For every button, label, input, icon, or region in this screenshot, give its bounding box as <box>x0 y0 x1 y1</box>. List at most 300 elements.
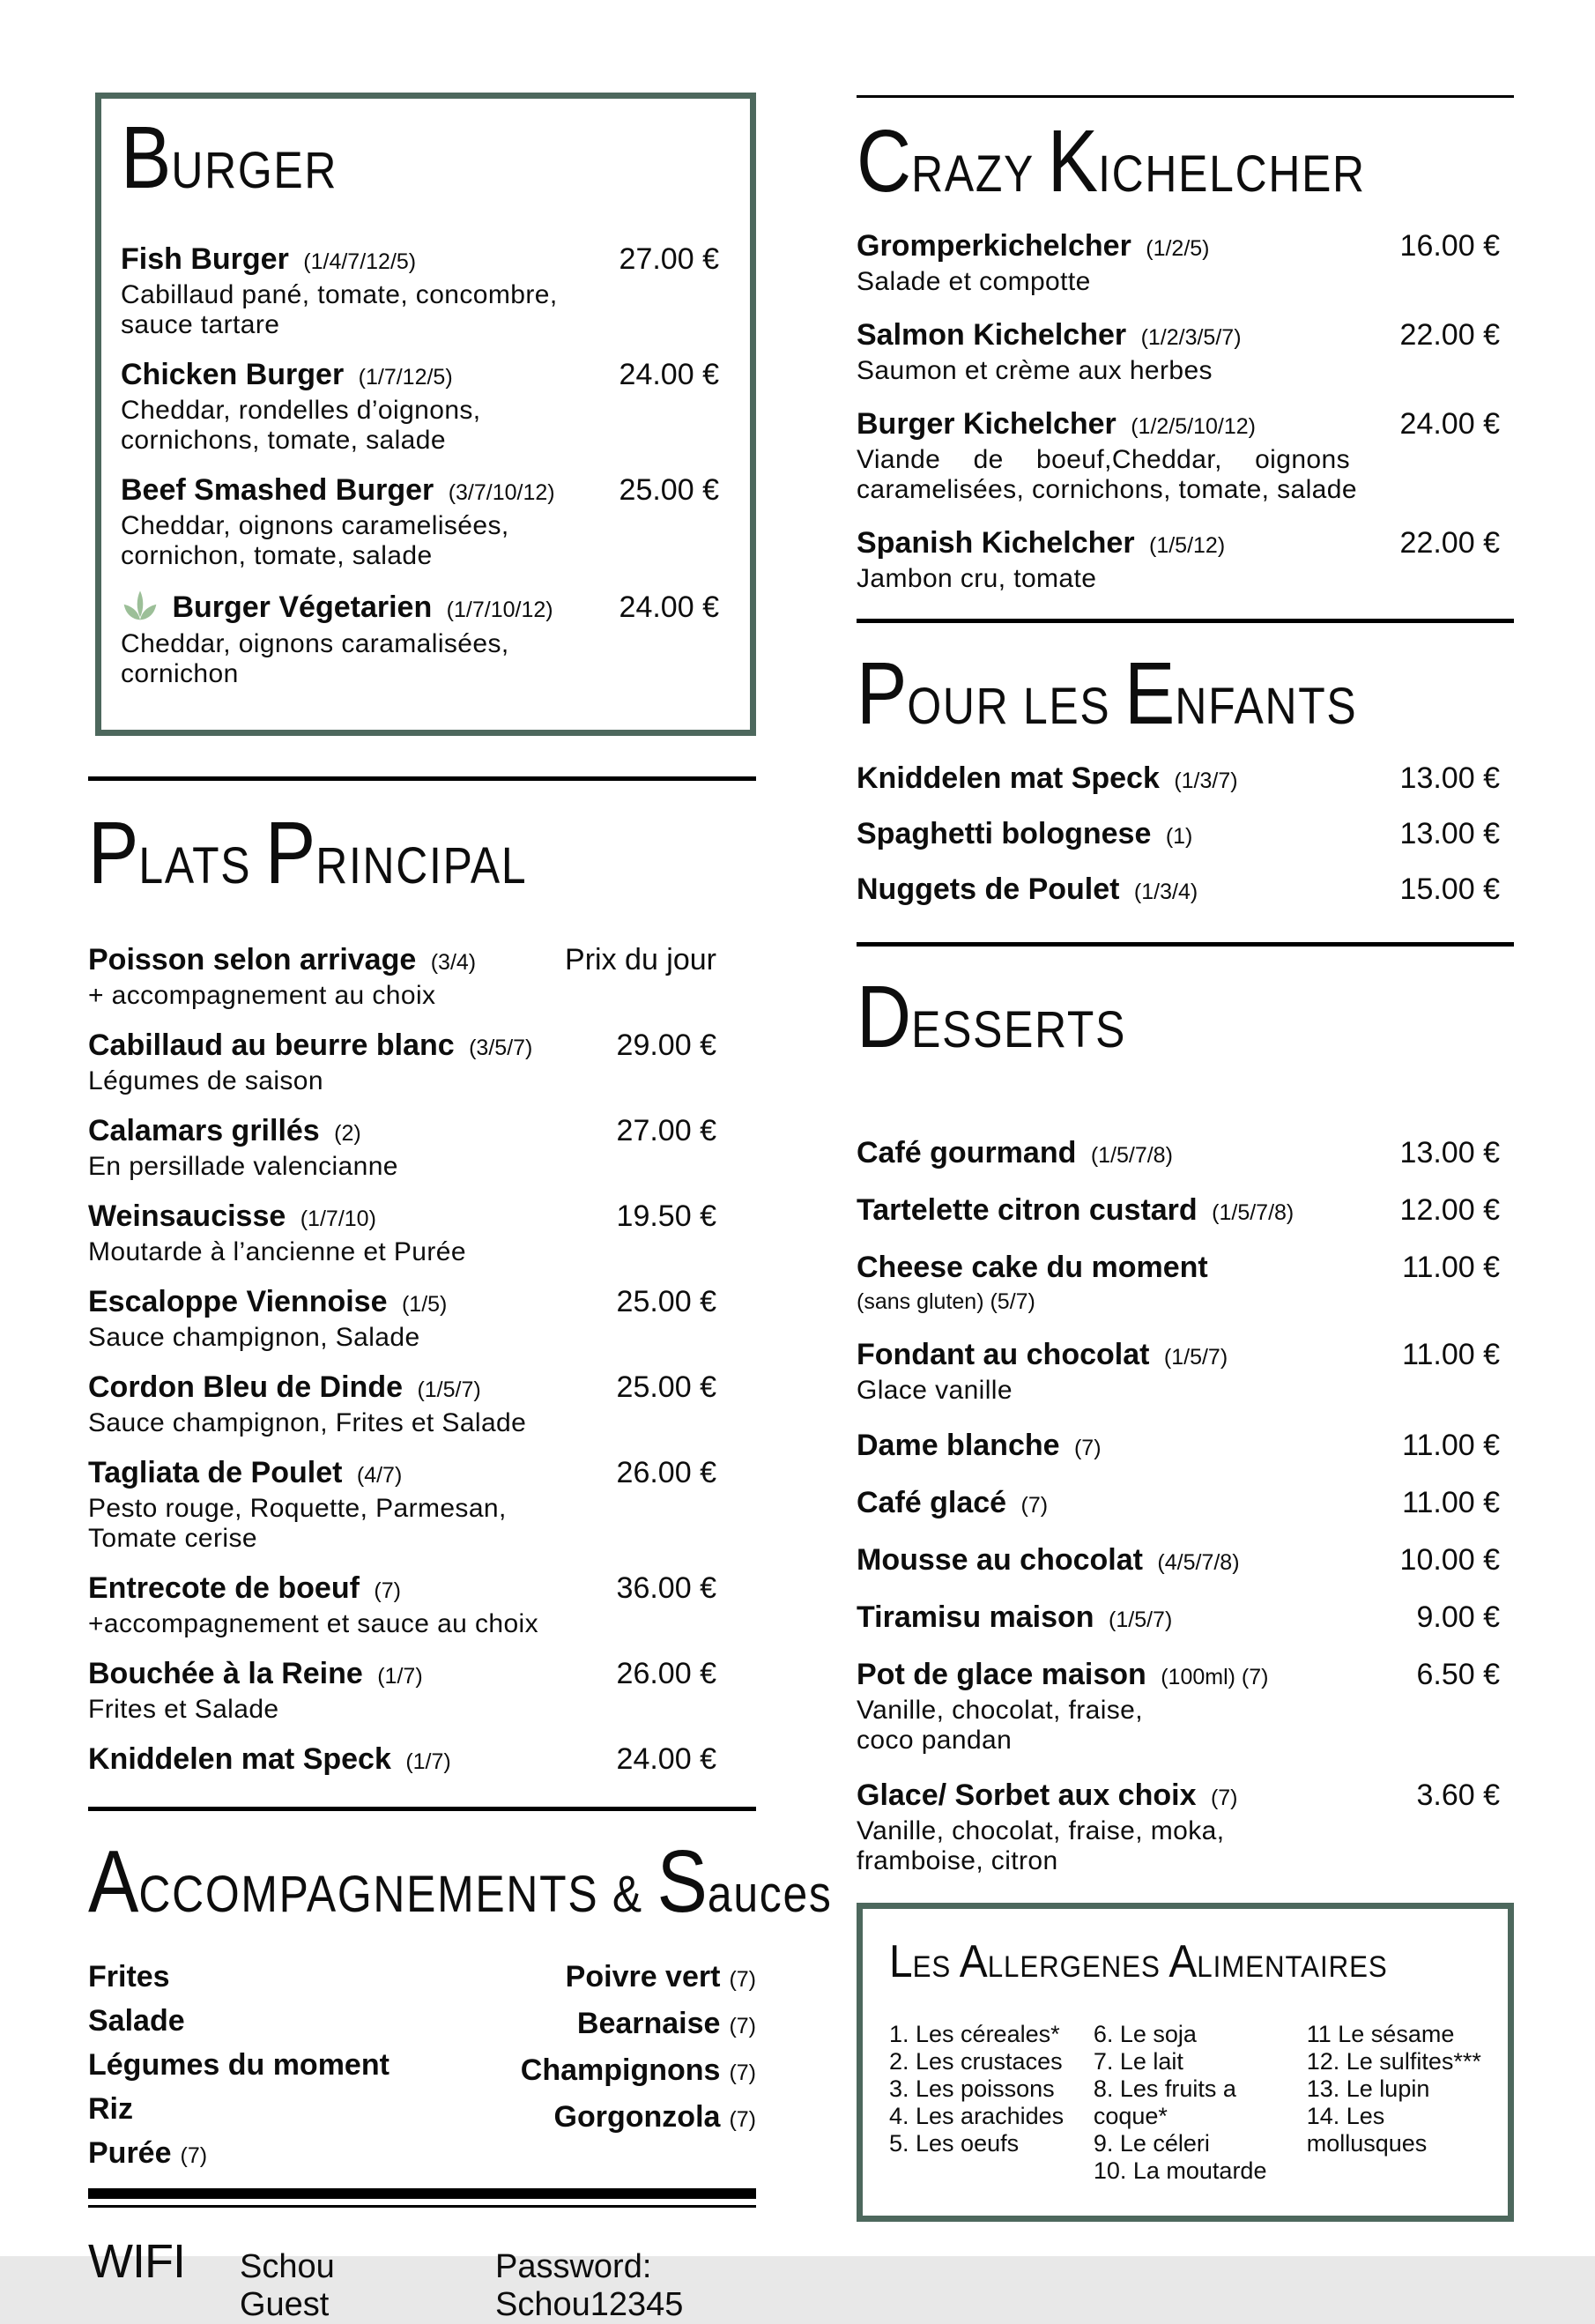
separator-bar <box>88 2188 756 2199</box>
item-price: 11.00 € <box>1402 1429 1500 1462</box>
title-text: ESSERTS <box>911 1001 1127 1058</box>
item-price: 27.00 € <box>619 242 719 276</box>
separator-line <box>88 1807 756 1811</box>
item-title <box>857 526 1383 561</box>
item-allergen-code: (1/2/3/5/7) <box>1140 325 1242 350</box>
item-name-text: Poisson selon arrivage <box>88 943 417 976</box>
item-price: 25.00 € <box>619 473 719 507</box>
item-desc <box>857 1376 1514 1406</box>
title-text: LIMENTAIRES <box>1197 1950 1388 1984</box>
item-row <box>121 242 719 277</box>
item-allergen-code: (1/7/10) <box>300 1207 376 1231</box>
item-row <box>857 1600 1514 1635</box>
plats-section-title <box>88 804 663 921</box>
item-description-line: cornichon <box>121 659 239 688</box>
item-title <box>88 1456 599 1490</box>
side-item <box>88 2089 389 2129</box>
side-item-name: Bearnaise <box>576 2007 721 2040</box>
item-description-line: cornichons, tomate, salade <box>121 426 446 455</box>
menu-item <box>857 407 1514 505</box>
menu-item <box>857 817 1514 851</box>
item-desc <box>857 356 1514 386</box>
item-allergen-code: (1/7) <box>377 1664 423 1689</box>
item-allergen-code: (3/7/10/12) <box>448 480 555 505</box>
item-description-line: Vanille, chocolat, fraise, <box>857 1696 1144 1725</box>
item-name-text: Nuggets de Poulet <box>857 872 1120 906</box>
item-description-line: Saumon et crème aux herbes <box>857 356 1213 385</box>
item-allergen-code: (1/7/12/5) <box>358 365 453 390</box>
allergens-column-1 <box>889 2021 1094 2185</box>
item-allergen-code: (7) <box>729 2060 756 2085</box>
item-price: 24.00 € <box>619 358 719 391</box>
item-allergen-code: (7) <box>729 2107 756 2132</box>
item-title <box>857 1778 1398 1813</box>
wifi-network-name: Schou Guest <box>239 2248 335 2323</box>
section-plats-principal <box>88 804 756 1777</box>
enfants-section-title <box>857 644 1422 761</box>
title-text: RINCIPAL <box>315 837 528 895</box>
item-price: 13.00 € <box>1399 1136 1500 1169</box>
item-allergen-code: (1/5/7) <box>1163 1345 1228 1370</box>
allergen-entry: 10. La moutarde <box>1093 2157 1267 2184</box>
allergen-entry: 1. Les céreales* <box>889 2021 1060 2047</box>
allergen-entry: 13. Le lupin <box>1306 2075 1430 2102</box>
item-title <box>857 1543 1383 1578</box>
item-row <box>88 1657 756 1691</box>
item-desc <box>88 1695 756 1725</box>
item-title <box>857 1658 1398 1692</box>
item-desc <box>121 280 719 340</box>
title-text: CCOMPAGNEMENTS & <box>138 1866 657 1923</box>
item-name-text: Beef Smashed Burger <box>121 473 434 507</box>
separator-line <box>88 776 756 781</box>
item-title <box>88 1028 599 1063</box>
allergen-entry: 2. Les crustaces <box>889 2048 1063 2075</box>
title-text: URGER <box>171 142 338 199</box>
title-initial-letter: A <box>88 1832 139 1931</box>
allergen-entry: 6. Le soja <box>1093 2021 1197 2047</box>
item-row <box>88 1114 756 1148</box>
item-name-text: Cheese cake du moment <box>857 1251 1208 1284</box>
item-allergen-code: (7) <box>374 1578 401 1603</box>
title-text: RAZY <box>911 145 1048 203</box>
item-allergen-code: (7) <box>1210 1786 1238 1810</box>
menu-item <box>857 1136 1514 1170</box>
item-title <box>121 358 602 392</box>
item-description-line: +accompagnement et sauce au choix <box>88 1609 539 1638</box>
item-allergen-code: (1/5/7/8) <box>1090 1143 1173 1168</box>
side-item <box>521 2050 756 2093</box>
accompagnements-section-title <box>88 1832 833 1949</box>
item-title <box>88 1657 599 1691</box>
item-description-line: Sauce champignon, Frites et Salade <box>88 1408 527 1437</box>
item-name-text: Burger Végetarien <box>172 590 433 624</box>
item-name-text: Bouchée à la Reine <box>88 1657 363 1690</box>
item-row <box>857 1193 1514 1228</box>
item-allergen-code: (3/5/7) <box>469 1036 533 1060</box>
item-price: 11.00 € <box>1402 1486 1500 1519</box>
separator-line <box>857 942 1514 947</box>
item-name-text: Kniddelen mat Speck <box>88 1742 391 1776</box>
desserts-section-title <box>857 968 1422 1085</box>
item-name-text: Kniddelen mat Speck <box>857 761 1160 795</box>
allergens-columns <box>889 2021 1481 2185</box>
item-description-line: Salade et compotte <box>857 267 1091 296</box>
section-burger <box>95 93 756 736</box>
item-allergen-code: (7) <box>729 1967 756 1992</box>
side-item-name: Riz <box>88 2092 133 2126</box>
item-row <box>857 1251 1514 1285</box>
item-allergen-code: (1) <box>1165 824 1193 849</box>
menu-item <box>88 1742 756 1777</box>
item-name-text: Tartelette citron custard <box>857 1193 1198 1227</box>
item-desc <box>857 445 1514 505</box>
title-initial-letter: P <box>88 804 139 902</box>
item-allergen-code: (1/4/7/12/5) <box>303 249 417 274</box>
side-item <box>521 1956 756 2000</box>
item-allergen-code: (3/4) <box>430 950 477 975</box>
item-description-line: caramelisées, cornichons, tomate, salade <box>857 475 1357 504</box>
item-price: 10.00 € <box>1399 1543 1500 1577</box>
item-price: 24.00 € <box>1399 407 1500 441</box>
menu-item <box>88 1657 756 1725</box>
allergen-entry: 5. Les oeufs <box>889 2130 1020 2157</box>
item-row <box>88 1028 756 1063</box>
item-title <box>857 761 1383 796</box>
item-title <box>88 1285 599 1319</box>
item-allergen-code: (1/2/5) <box>1146 236 1210 261</box>
item-name-text: Spanish Kichelcher <box>857 526 1135 560</box>
item-allergen-code: (1/7/10/12) <box>446 598 553 622</box>
item-price: 29.00 € <box>616 1028 716 1062</box>
title-text: OUR LES <box>907 678 1124 735</box>
side-item <box>88 2045 389 2085</box>
title-initial-letter: S <box>657 1832 708 1931</box>
item-allergen-code: (1/3/7) <box>1174 768 1238 793</box>
item-price: 6.50 € <box>1416 1658 1500 1691</box>
plats-items <box>88 943 756 1777</box>
item-name-text: Tagliata de Poulet <box>88 1456 343 1489</box>
item-description-line: Jambon cru, tomate <box>857 564 1097 593</box>
item-title <box>857 1338 1384 1372</box>
item-price: 26.00 € <box>616 1456 716 1489</box>
item-price: 25.00 € <box>616 1285 716 1318</box>
allergen-entry: 7. Le lait <box>1093 2048 1183 2075</box>
item-row <box>121 358 719 392</box>
item-title <box>88 943 547 977</box>
item-allergen-code: (4/5/7/8) <box>1157 1550 1240 1575</box>
item-row <box>857 1543 1514 1578</box>
item-desc <box>88 1323 756 1353</box>
item-desc <box>857 1696 1514 1756</box>
item-allergen-code: (1/5/7) <box>417 1377 481 1402</box>
item-desc <box>857 1816 1514 1876</box>
allergens-column-3 <box>1307 2021 1481 2185</box>
item-desc <box>88 1237 756 1267</box>
menu-item <box>857 1658 1514 1756</box>
title-initial-letter: L <box>889 1936 913 1987</box>
item-row <box>857 318 1514 353</box>
menu-item <box>857 1338 1514 1406</box>
item-title <box>88 1114 599 1148</box>
side-item-name: Salade <box>88 2004 185 2038</box>
menu-item <box>857 526 1514 594</box>
item-title <box>121 242 602 277</box>
item-description-line: coco pandan <box>857 1726 1013 1755</box>
allergen-entry: 3. Les poissons <box>889 2075 1055 2102</box>
item-row <box>121 589 719 626</box>
item-row <box>857 407 1514 442</box>
item-description-line: Cabillaud pané, tomate, concombre, <box>121 280 558 309</box>
vegetarian-leaf-icon <box>121 589 160 626</box>
title-initial-letter: P <box>264 804 316 902</box>
item-row <box>857 1338 1514 1372</box>
item-price: 26.00 € <box>616 1657 716 1690</box>
title-text: LLERGENES <box>987 1950 1169 1984</box>
section-desserts <box>857 968 1514 1876</box>
item-price: 24.00 € <box>619 590 719 624</box>
item-row <box>88 1199 756 1234</box>
item-desc <box>88 1494 756 1554</box>
item-description-line: framboise, citron <box>857 1846 1058 1875</box>
menu-item <box>88 1114 756 1182</box>
item-description-line: Légumes de saison <box>88 1066 323 1095</box>
title-initial-letter: P <box>857 644 908 743</box>
item-price: Prix du jour <box>565 943 716 976</box>
item-description-line: En persillade valencianne <box>88 1152 398 1181</box>
menu-item <box>857 1193 1514 1228</box>
title-text: auces <box>707 1866 833 1923</box>
item-desc <box>857 267 1514 297</box>
enfants-items <box>857 761 1514 907</box>
item-desc <box>121 511 719 571</box>
item-name-text: Weinsaucisse <box>88 1199 286 1233</box>
item-row <box>857 817 1514 851</box>
item-name-text: Pot de glace maison <box>857 1658 1146 1691</box>
section-accompagnements <box>88 1832 833 2179</box>
item-title <box>857 407 1383 442</box>
item-name-text: Cabillaud au beurre blanc <box>88 1028 455 1062</box>
menu-item <box>857 1600 1514 1635</box>
item-row <box>88 1285 756 1319</box>
item-allergen-code: (7) <box>729 2014 756 2038</box>
item-row <box>857 1778 1514 1813</box>
item-title <box>88 1370 599 1405</box>
title-initial-letter: A <box>1168 1936 1198 1987</box>
item-description-line: Cheddar, oignons caramelisées, <box>121 511 509 540</box>
menu-item <box>88 1456 756 1554</box>
item-name-text: Chicken Burger <box>121 358 345 391</box>
menu-item <box>88 943 756 1011</box>
menu-item <box>88 1370 756 1438</box>
item-allergen-code: (1/5/7/8) <box>1212 1200 1295 1225</box>
item-allergen-code: (100ml) (7) <box>1161 1665 1269 1689</box>
allergen-entry: 12. Le sulfites*** <box>1306 2048 1481 2075</box>
item-row <box>857 1136 1514 1170</box>
item-desc <box>121 396 719 456</box>
burger-items <box>121 242 719 689</box>
item-desc <box>88 1152 756 1182</box>
item-description-line: Frites et Salade <box>88 1695 279 1724</box>
burger-section-title <box>121 108 635 223</box>
menu-item <box>121 242 719 340</box>
menu-item <box>857 318 1514 386</box>
menu-item <box>121 473 719 571</box>
item-desc <box>857 564 1514 594</box>
item-title <box>857 1136 1383 1170</box>
item-desc <box>88 1408 756 1438</box>
item-name-text: Fondant au chocolat <box>857 1338 1150 1371</box>
item-title <box>857 1193 1383 1228</box>
item-row <box>857 872 1514 907</box>
title-text: ICHELCHER <box>1098 145 1366 203</box>
title-initial-letter: K <box>1047 112 1099 211</box>
item-allergen-code: (7) <box>1020 1493 1049 1518</box>
item-price: 24.00 € <box>616 1742 716 1776</box>
item-description-line: Cheddar, rondelles d’oignons, <box>121 396 481 425</box>
side-item <box>88 2001 389 2041</box>
item-allergen-code: (1/7) <box>405 1749 451 1774</box>
side-item-name: Champignons <box>520 2053 721 2087</box>
item-price: 9.00 € <box>1416 1600 1500 1634</box>
item-price: 22.00 € <box>1399 526 1500 560</box>
menu-item <box>88 1028 756 1096</box>
item-name-text: Salmon Kichelcher <box>857 318 1127 352</box>
allergen-entry: 14. Les mollusques <box>1306 2103 1428 2157</box>
allergen-entry: 11 Le sésame <box>1306 2021 1455 2047</box>
side-item-name: Gorgonzola <box>553 2100 721 2134</box>
item-name-text: Spaghetti bolognese <box>857 817 1152 850</box>
item-price: 12.00 € <box>1399 1193 1500 1227</box>
menu-item <box>857 1486 1514 1520</box>
title-text: LATS <box>138 837 265 895</box>
allergen-entry: 4. Les arachides <box>889 2103 1065 2129</box>
item-description-line: Glace vanille <box>857 1376 1013 1405</box>
item-row <box>88 1571 756 1606</box>
left-column <box>88 93 833 2324</box>
item-name-text: Glace/ Sorbet aux choix <box>857 1778 1197 1812</box>
item-description-line: Sauce champignon, Salade <box>88 1323 420 1352</box>
item-allergen-code: (2) <box>334 1121 361 1146</box>
item-title <box>857 1251 1384 1285</box>
item-price: 15.00 € <box>1399 872 1500 906</box>
accompagnements-columns <box>88 1956 756 2179</box>
item-price: 3.60 € <box>1416 1778 1500 1812</box>
separator-line <box>88 2205 756 2208</box>
side-item-name: Frites <box>88 1960 170 1994</box>
item-allergen-code: (1/5) <box>401 1292 448 1317</box>
double-separator <box>88 2188 756 2208</box>
item-price: 22.00 € <box>1399 318 1500 352</box>
item-row <box>857 1486 1514 1520</box>
item-allergen-code: (1/5/12) <box>1149 533 1226 558</box>
side-item-name: Poivre vert <box>565 1960 721 1994</box>
item-desc <box>88 981 756 1011</box>
separator-line <box>857 95 1514 98</box>
item-price: 36.00 € <box>616 1571 716 1605</box>
allergen-entry: 9. Le céleri <box>1093 2130 1210 2157</box>
side-item <box>88 1956 389 1997</box>
allergens-column-2 <box>1094 2021 1307 2185</box>
item-row <box>121 473 719 508</box>
crazy-items <box>857 229 1514 594</box>
title-initial-letter: B <box>121 108 172 207</box>
item-row <box>857 526 1514 561</box>
menu-item <box>88 1571 756 1639</box>
item-title <box>857 872 1383 907</box>
wifi-label: WIFI <box>88 2235 185 2288</box>
crazy-section-title <box>857 112 1422 229</box>
item-allergen-code: (7) <box>1073 1436 1102 1460</box>
item-row <box>857 761 1514 796</box>
side-item-name: Purée <box>88 2136 172 2170</box>
item-title <box>857 1486 1384 1520</box>
item-row <box>88 1370 756 1405</box>
item-row <box>88 1456 756 1490</box>
desserts-items <box>857 1136 1514 1876</box>
title-text: ES <box>912 1950 960 1984</box>
section-crazy-kichelcher <box>857 112 1514 594</box>
item-description-line: Cheddar, oignons caramalisées, <box>121 629 509 658</box>
item-description-line: Moutarde à l’ancienne et Purée <box>88 1237 466 1266</box>
sauces-list <box>521 1956 756 2179</box>
menu-item <box>857 872 1514 907</box>
menu-item <box>857 1778 1514 1876</box>
menu-item <box>857 1429 1514 1463</box>
right-column <box>857 95 1514 2222</box>
item-desc <box>857 1288 1514 1315</box>
item-title <box>857 318 1383 353</box>
item-desc <box>88 1066 756 1096</box>
item-title <box>121 473 602 508</box>
item-price: 11.00 € <box>1402 1338 1500 1371</box>
item-name-text: Café glacé <box>857 1486 1007 1519</box>
item-name-text: Cordon Bleu de Dinde <box>88 1370 403 1404</box>
item-title <box>857 229 1383 264</box>
menu-item <box>857 1543 1514 1578</box>
menu-item <box>88 1199 756 1267</box>
item-price: 13.00 € <box>1399 761 1500 795</box>
item-note: (sans gluten) (5/7) <box>857 1289 1035 1314</box>
item-name-text: Entrecote de boeuf <box>88 1571 360 1605</box>
item-allergen-code: (4/7) <box>356 1463 403 1488</box>
item-price: 25.00 € <box>616 1370 716 1404</box>
item-price: 27.00 € <box>616 1114 716 1147</box>
menu-item <box>857 229 1514 297</box>
item-description-line: Tomate cerise <box>88 1524 257 1553</box>
side-item-name: Légumes du moment <box>88 2048 389 2082</box>
item-price: 19.50 € <box>616 1199 716 1233</box>
item-allergen-code: (1/5/7) <box>1109 1607 1173 1632</box>
item-title <box>121 589 602 626</box>
separator-line <box>857 619 1514 623</box>
sides-list <box>88 1956 389 2179</box>
item-description-line: Vanille, chocolat, fraise, moka, <box>857 1816 1225 1845</box>
item-title <box>857 1600 1398 1635</box>
allergens-title <box>889 1931 1434 2001</box>
item-row <box>88 943 756 977</box>
item-price: 16.00 € <box>1399 229 1500 263</box>
item-desc <box>88 1609 756 1639</box>
item-price: 13.00 € <box>1399 817 1500 850</box>
item-name-text: Café gourmand <box>857 1136 1077 1169</box>
item-name-text: Tiramisu maison <box>857 1600 1094 1634</box>
wifi-bar <box>88 2234 756 2324</box>
item-title <box>88 1742 599 1777</box>
title-initial-letter: A <box>959 1936 988 1987</box>
title-text: NFANTS <box>1175 678 1358 735</box>
menu-item <box>857 1251 1514 1315</box>
